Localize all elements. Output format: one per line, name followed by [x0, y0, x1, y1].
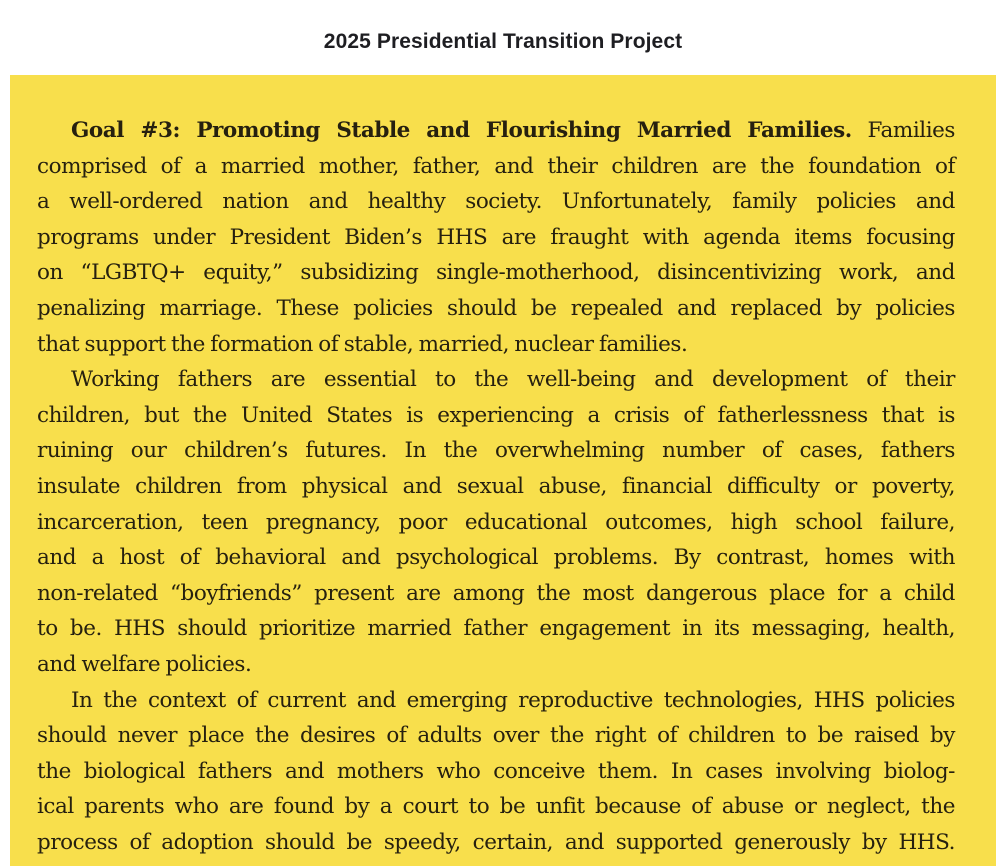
text-line: children, but the United States is experiencing a crisis of fatherlessness that is	[37, 402, 955, 428]
text-line: on “LGBTQ+ equity,” subsidizing single-motherhood, disincentivizing work, and	[37, 260, 955, 286]
paragraph-goal-3	[37, 113, 955, 362]
document-running-header: 2025 Presidential Transition Project	[323, 30, 683, 53]
text-line: ruining our children’s futures. In the overwhelming number of cases, fathers	[37, 438, 955, 464]
text-line: comprised of a married mother, father, and their children are the foundation of	[37, 153, 955, 179]
text-line: incarceration, teen pregnancy, poor educational outcomes, high school failure,	[37, 509, 955, 535]
text-line: penalizing marriage. These policies should be repealed and replaced by policies	[37, 295, 955, 321]
text-line: insulate children from physical and sexual abuse, financial difficulty or poverty,	[37, 473, 955, 499]
paragraph-fathers	[37, 362, 955, 682]
text-line: Working fathers are essential to the well-being and development of their	[71, 367, 955, 393]
text-line	[37, 113, 955, 149]
text-line: process of adoption should be speedy, certain, and supported generously by HHS.	[37, 829, 955, 855]
text-line: ical parents who are found by a court to be unfit because of abuse or neglect, the	[37, 794, 955, 820]
text-line: and welfare policies.	[37, 651, 252, 677]
goal-heading: Goal #3: Promoting Stable and Flourishing Married Families.	[71, 118, 852, 143]
text-line: the biological fathers and mothers who conceive them. In cases involving biolog-	[37, 758, 955, 784]
text-line: and a host of behavioral and psychological problems. By contrast, homes with	[37, 545, 955, 571]
text-line: to be. HHS should prioritize married father engagement in its messaging, health,	[37, 616, 955, 642]
body-text	[37, 113, 955, 860]
text-line: non-related “boyfriends” present are among the most dangerous place for a child	[37, 580, 955, 606]
text-line: that support the formation of stable, married, nuclear families.	[37, 331, 688, 357]
highlighted-text-panel	[10, 75, 996, 866]
paragraph-reproductive-technologies	[37, 683, 955, 861]
text-line: should never place the desires of adults over the right of children to be raised by	[37, 723, 955, 749]
text-line: programs under President Biden’s HHS are fraught with agenda items focusing	[37, 224, 955, 250]
text-line-fragment: Families	[851, 118, 955, 143]
text-line: In the context of current and emerging reproductive technologies, HHS policies	[71, 687, 955, 713]
text-line: a well-ordered nation and healthy society. Unfortunately, family policies and	[37, 189, 955, 215]
